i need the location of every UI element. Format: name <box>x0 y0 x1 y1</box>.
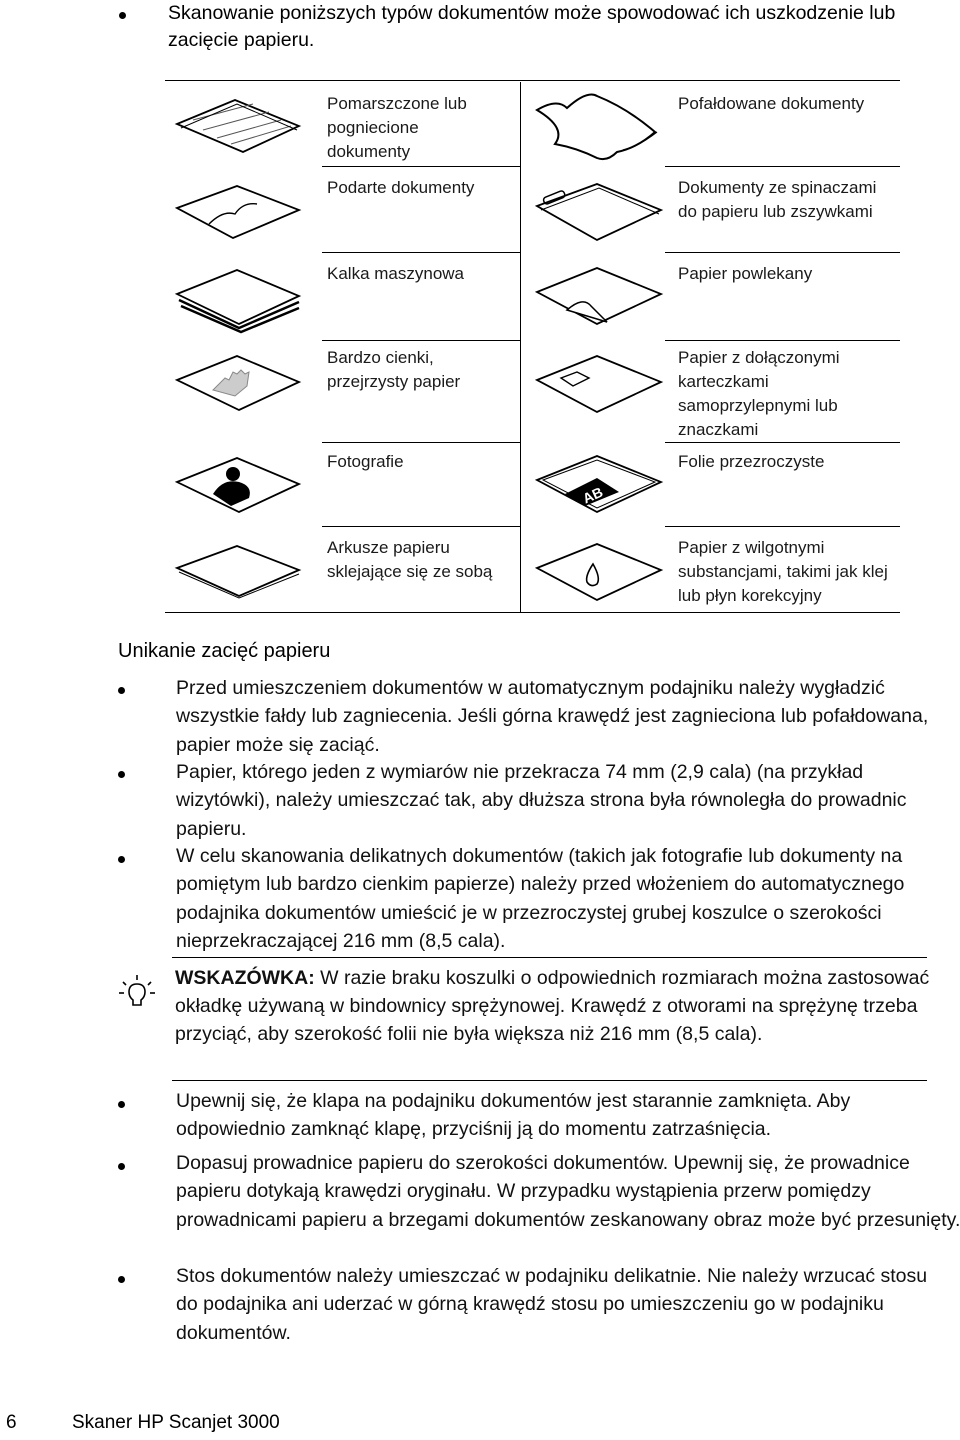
tip-body: W razie braku koszulki o odpowiednich rozmiarach można zastosować okładkę używaną w bindownicy sprężynowej. Krawędź z otworami na sprężynę trzeba przyciąć, aby szerokość folii nie była większa niż 216 mm (8,5 cala). <box>175 967 930 1045</box>
bullet-text: W celu skanowania delikatnych dokumentów (takich jak fotografie lub dokumenty na pomiętym lub bardzo cienkim papierze) należy przed włożeniem do automatycznego podajnika dokumentów umieścić je w przezroczystej grubej koszulce o szerokości nieprzekraczającej 216 mm (8,5 cala). <box>176 845 905 952</box>
wet-paper-drop-icon <box>527 536 667 613</box>
bullet-text: Stos dokumentów należy umieszczać w podajniku delikatnie. Nie należy wrzucać stosu do podajnika ani uderzać w górną krawędź stosu po umieszczeniu go w podajniku dokumentów. <box>176 1265 928 1344</box>
intro-bullet <box>119 12 126 19</box>
doc-type-label: Pomarszczone lub pogniecione dokumenty <box>327 94 467 161</box>
doc-type-label: Pofałdowane dokumenty <box>678 94 865 113</box>
doc-type-label: Papier powlekany <box>678 264 813 283</box>
photo-paper-icon <box>173 452 303 523</box>
doc-type-label: Bardzo cienki, przejrzysty papier <box>327 348 461 391</box>
bullet-dot <box>118 687 125 694</box>
page-number: 6 <box>6 1412 17 1433</box>
doc-type-label: Folie przezroczyste <box>678 452 825 471</box>
stuck-sheets-icon <box>173 540 303 607</box>
wrinkled-paper-icon <box>173 94 303 161</box>
doc-type-label: Papier z dołączonymi karteczkami samoprzylepnymi lub znaczkami <box>678 348 840 439</box>
doc-type-label: Podarte dokumenty <box>327 178 475 197</box>
intro-text: Skanowanie poniższych typów dokumentów może spowodować ich uszkodzenie lub zacięcie papieru. <box>168 2 896 51</box>
curled-paper-icon <box>527 88 667 169</box>
lightbulb-icon <box>118 974 156 1019</box>
document-types-table <box>165 80 900 614</box>
bullet-text: Przed umieszczeniem dokumentów w automatycznym podajniku należy wygładzić wszystkie fałdy lub zagniecenia. Jeśli górna krawędź jest zagnieciona lub pofałdowana, papier może się zaciąć. <box>176 677 929 756</box>
thin-paper-hand-icon <box>173 350 303 425</box>
bullet-dot <box>118 856 125 863</box>
doc-type-label: Kalka maszynowa <box>327 264 465 283</box>
bullet-dot <box>118 1276 125 1283</box>
coated-paper-icon <box>527 262 667 347</box>
tip-box <box>172 957 930 1081</box>
bullet-text: Papier, którego jeden z wymiarów nie przekracza 74 mm (2,9 cala) (na przykład wizytówki), należy umieszczać tak, aby dłuższa strona była równoległa do prowadnic papieru. <box>176 761 907 840</box>
carbon-paper-icon <box>173 264 303 341</box>
transparency-ab-icon <box>527 450 667 525</box>
tip-label: WSKAZÓWKA: <box>175 967 315 989</box>
paperclip-paper-icon <box>527 180 667 251</box>
bullet-dot <box>118 771 125 778</box>
section-heading: Unikanie zacięć papieru <box>118 640 331 662</box>
bullet-text: Dopasuj prowadnice papieru do szerokości dokumentów. Upewnij się, że prowadnice papieru dotykają krawędzi oryginału. W przypadku wystąpienia przerw pomiędzy prowadnicami papieru a brzegami dokumentów zeskanowany obraz może być przesunięty. <box>176 1152 960 1231</box>
doc-type-label: Fotografie <box>327 452 404 471</box>
bullet-dot <box>118 1163 125 1170</box>
footer-title: Skaner HP Scanjet 3000 <box>72 1412 280 1433</box>
bullet-dot <box>118 1101 125 1108</box>
doc-type-label: Arkusze papieru sklejające się ze sobą <box>327 538 493 581</box>
svg-text:AB: AB <box>580 483 606 507</box>
bullet-text: Upewnij się, że klapa na podajniku dokumentów jest starannie zamknięta. Aby odpowiednio zamknąć klapę, przyciśnij ją do momentu zatrzaśnięcia. <box>176 1090 851 1141</box>
doc-type-label: Dokumenty ze spinaczami do papieru lub zszywkami <box>678 178 877 221</box>
tip-text <box>175 964 930 1048</box>
sticky-note-paper-icon <box>527 350 667 425</box>
torn-paper-icon <box>173 180 303 247</box>
doc-type-label: Papier z wilgotnymi substancjami, takimi jak klej lub płyn korekcyjny <box>678 538 888 605</box>
